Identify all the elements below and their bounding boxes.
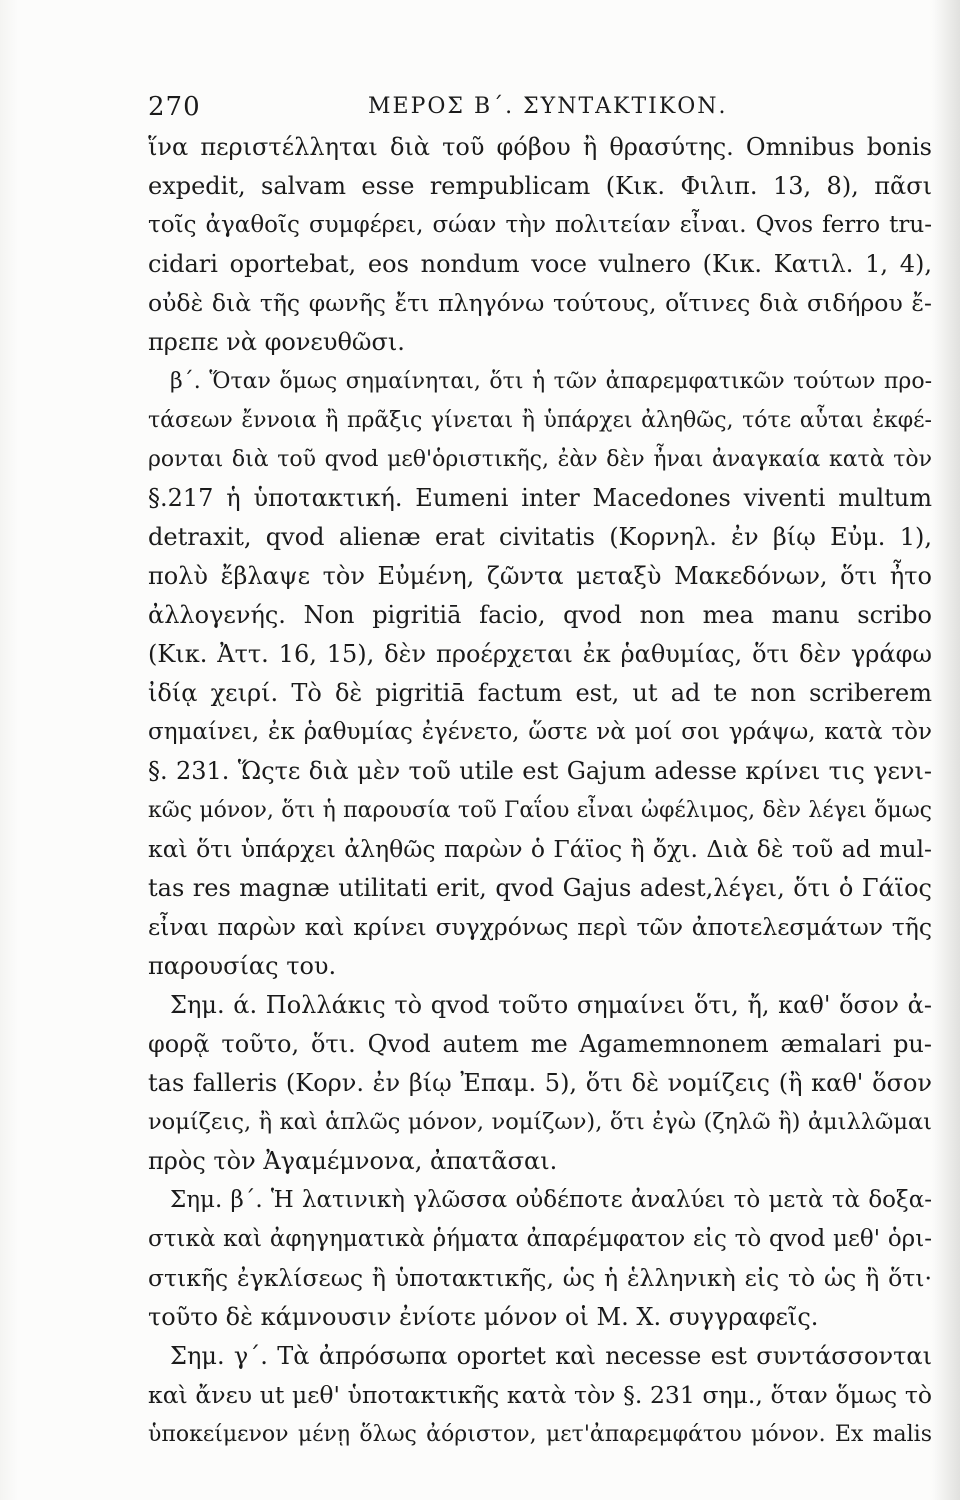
text-line: Σημ. γ΄. Τὰ ἀπρόσωπα oportet καὶ necesse est συντάσσονται: [170, 1342, 932, 1370]
text-line: σημαίνει, ἐκ ῥαθυμίας ἐγένετο, ὥστε νὰ μοί σοι γράψω, κατὰ τὸν: [148, 719, 932, 745]
text-line: καὶ ὅτι ὑπάρχει ἀληθῶς παρὼν ὁ Γάϊος ἢ ὄχι. Διὰ δὲ τοῦ ad mul-: [148, 835, 932, 863]
text-line: ἀλλογενής. Non pigritiā facio, qvod non mea manu scribo: [148, 601, 932, 629]
text-line: Σημ. ά. Πολλάκις τὸ qvod τοῦτο σημαίνει ὅτι, ἤ, καθ' ὅσον ἀ-: [170, 991, 932, 1019]
text-line: §.217 ἡ ὑποτακτική. Eumeni inter Macedones viventi multum: [148, 484, 932, 512]
text-line: πρὸς τὸν Ἀγαμέμνονα, ἀπατᾶσαι.: [148, 1147, 558, 1175]
text-line: Σημ. β΄. Ἡ λατινικὴ γλῶσσα οὐδέποτε ἀναλύει τὸ μετὰ τὰ δοξα-: [170, 1187, 932, 1213]
text-line: ἵνα περιστέλληται διὰ τοῦ φόβου ἢ θρασύτης. Omnibus bonis: [148, 133, 932, 161]
text-line: β΄. Ὅταν ὅμως σημαίνηται, ὅτι ἡ τῶν ἀπαρεμφατικῶν τούτων προ-: [170, 369, 932, 394]
text-line: οὐδὲ διὰ τῆς φωνῆς ἔτι πληγόνω τούτους, οἵτινες διὰ σιδήρου ἔ-: [148, 289, 932, 317]
text-line: τάσεων ἔννοια ἢ πρᾶξις γίνεται ἢ ὑπάρχει ἀληθῶς, τότε αὗται ἐκφέ-: [148, 408, 932, 433]
text-line: detraxit, qvod alienæ erat civitatis (Κορνηλ. ἐν βίῳ Εὐμ. 1),: [148, 523, 932, 551]
text-line: κῶς μόνον, ὅτι ἡ παρουσία τοῦ Γαΐου εἶναι ὠφέλιμος, δὲν λέγει ὅμως: [148, 798, 932, 823]
text-line: παρουσίας του.: [148, 952, 337, 980]
text-line: §. 231. Ὥςτε διὰ μὲν τοῦ utile est Gajum adesse κρίνει τις γενι-: [148, 757, 932, 785]
page-edge-shadow: [934, 0, 960, 1500]
text-line: τοῖς ἀγαθοῖς συμφέρει, σώαν τὴν πολιτείαν εἶναι. Qvos ferro tru-: [148, 212, 932, 238]
text-line: ἰδίᾳ χειρί. Τὸ δὲ pigritiā factum est, ut ad te non scriberem: [148, 679, 932, 707]
text-line: πρεπε νὰ φονευθῶσι.: [148, 328, 405, 356]
text-line: στικὰ καὶ ἀφηγηματικὰ ῥήματα ἀπαρέμφατον εἰς τὸ qvod μεθ' ὁρι-: [148, 1226, 932, 1252]
running-head: ΜΕΡΟΣ Β΄. ΣΥΝΤΑΚΤΙΚΟΝ.: [368, 94, 728, 119]
text-line: (Κικ. Ἀττ. 16, 15), δὲν προέρχεται ἐκ ῥαθυμίας, ὅτι δὲν γράφω: [148, 640, 932, 668]
text-line: φορᾷ τοῦτο, ὅτι. Qvod autem me Agamemnonem æmalari pu-: [148, 1030, 932, 1058]
text-body: [148, 128, 932, 1454]
text-line: expedit, salvam esse rempublicam (Κικ. Φιλιπ. 13, 8), πᾶσι: [148, 172, 932, 200]
text-line: εἶναι παρὼν καὶ κρίνει συγχρόνως περὶ τῶν ἀποτελεσμάτων τῆς: [148, 913, 932, 941]
text-line: cidari oportebat, eos nondum voce vulnero (Κικ. Κατιλ. 1, 4),: [148, 250, 932, 278]
text-line: καὶ ἄνευ ut μεθ' ὑποτακτικῆς κατὰ τὸν §. 231 σημ., ὅταν ὅμως τὸ: [148, 1381, 932, 1409]
page-header: [148, 92, 932, 126]
text-line: ὑποκείμενον μένῃ ὅλως ἀόριστον, μετ'ἀπαρεμφάτου μόνον. Ex malis: [148, 1422, 932, 1447]
text-line: ρονται διὰ τοῦ qvod μεθ'ὁριστικῆς, ἐὰν δὲν ἦναι ἀναγκαία κατὰ τὸν: [148, 447, 932, 472]
text-line: νομίζεις, ἢ καὶ ἁπλῶς μόνον, νομίζων), ὅτι ἐγὼ (ζηλῶ ἢ) ἀμιλλῶμαι: [148, 1109, 932, 1135]
text-line: πολὺ ἔβλαψε τὸν Εὐμένη, ζῶντα μεταξὺ Μακεδόνων, ὅτι ἦτο: [148, 562, 932, 590]
page-number: 270: [148, 92, 201, 122]
text-line: τοῦτο δὲ κάμνουσιν ἐνίοτε μόνον οἱ Μ. Χ. συγγραφεῖς.: [148, 1303, 819, 1331]
text-line: tas falleris (Κορν. ἐν βίῳ Ἐπαμ. 5), ὅτι δὲ νομίζεις (ἢ καθ' ὅσον: [148, 1069, 932, 1097]
text-line: tas res magnæ utilitati erit, qvod Gajus adest,λέγει, ὅτι ὁ Γάϊος: [148, 874, 932, 902]
text-line: στικῆς ἐγκλίσεως ἢ ὑποτακτικῆς, ὡς ἡ ἑλληνικὴ εἰς τὸ ὡς ἢ ὅτι·: [148, 1264, 932, 1292]
